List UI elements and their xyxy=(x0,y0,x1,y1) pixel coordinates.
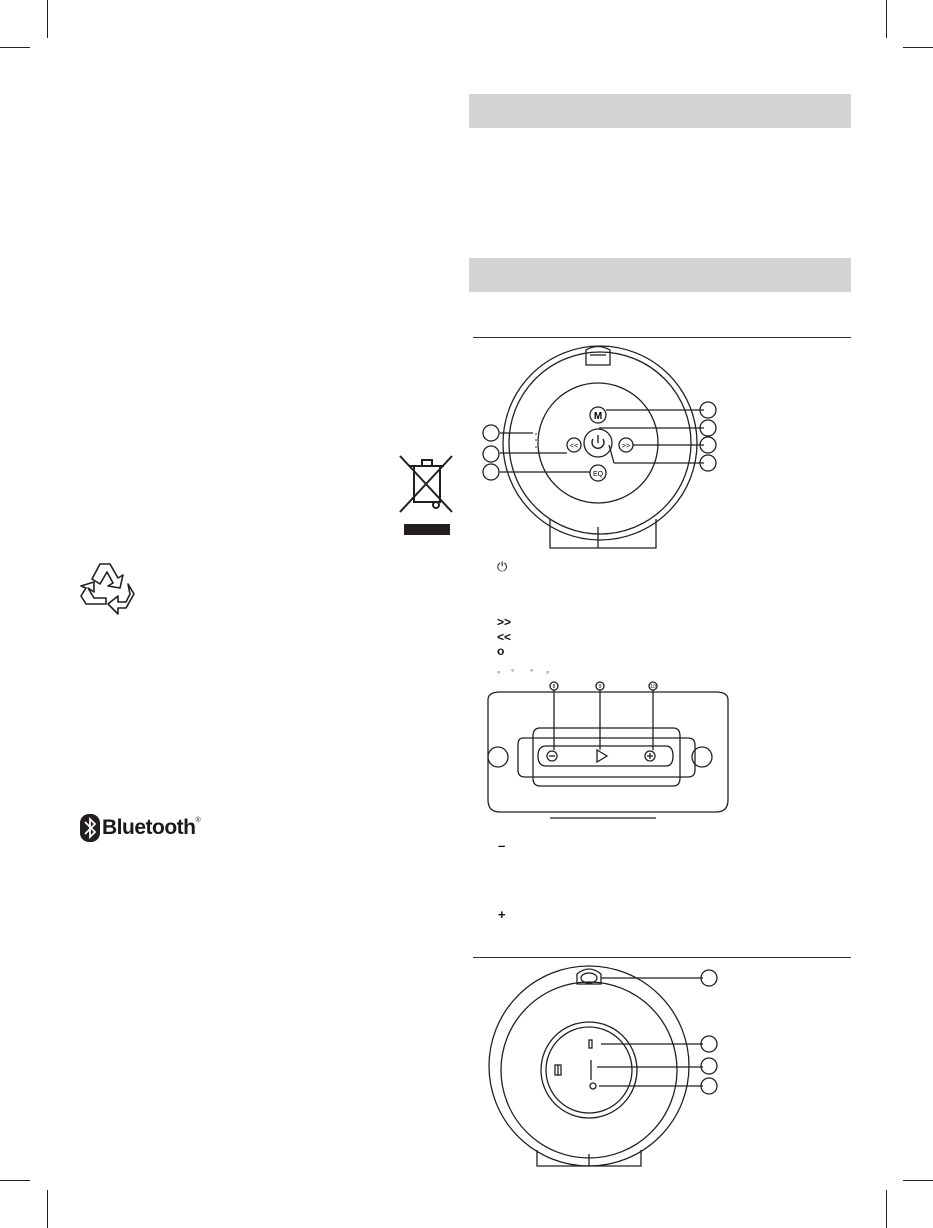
previous-label: << xyxy=(569,443,579,450)
power-icon xyxy=(592,435,604,448)
small-dot: ◦ xyxy=(497,667,501,677)
next-glyph: >> xyxy=(497,615,512,629)
bluetooth-logo xyxy=(80,813,201,843)
callout-label: 10 xyxy=(650,684,656,690)
crop-mark xyxy=(47,0,48,38)
crop-mark xyxy=(0,1180,30,1181)
bluetooth-wordmark: Bluetooth xyxy=(102,816,196,839)
top-view-diagram xyxy=(478,678,738,823)
small-dot: ◦ xyxy=(511,665,515,675)
dot-glyph: o xyxy=(497,644,505,658)
small-dot: ◦ xyxy=(530,665,534,675)
back-view-diagram xyxy=(485,962,725,1172)
previous-glyph: << xyxy=(497,630,512,644)
crop-mark xyxy=(0,47,30,48)
section-header-bar xyxy=(469,258,851,292)
plus-glyph: + xyxy=(498,907,506,922)
crop-mark xyxy=(886,1190,887,1228)
next-label: >> xyxy=(621,443,631,450)
small-dot: ◦ xyxy=(546,667,550,677)
minus-glyph: – xyxy=(498,838,506,853)
power-icon: ⏻ xyxy=(497,559,508,574)
play-button xyxy=(597,750,607,762)
crossed-out-wheelie-bin-icon xyxy=(390,452,460,538)
recycle-icon xyxy=(78,558,142,620)
mode-label: M xyxy=(593,411,603,422)
crop-mark xyxy=(903,47,933,48)
front-view-diagram xyxy=(478,343,728,553)
callout-label: 8 xyxy=(552,684,556,690)
crop-mark xyxy=(47,1190,48,1228)
crop-mark xyxy=(903,1180,933,1181)
section-rule xyxy=(473,337,851,338)
bluetooth-icon xyxy=(80,814,100,842)
callout-label: 9 xyxy=(598,684,602,690)
eq-label: EQ xyxy=(592,471,604,478)
registered-mark: ® xyxy=(195,817,201,824)
crop-mark xyxy=(886,0,887,38)
section-header-bar xyxy=(469,94,851,128)
section-rule xyxy=(473,957,851,958)
